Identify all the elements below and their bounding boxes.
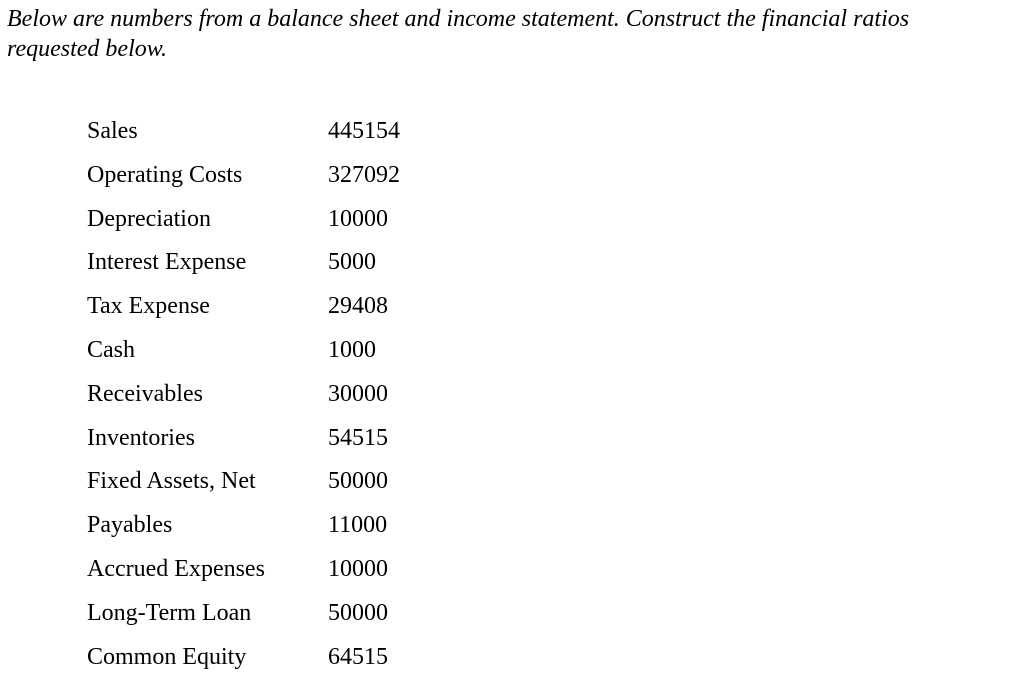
item-label: Receivables (87, 380, 203, 407)
instructions-line-1: Below are numbers from a balance sheet and income statement. Construct the financial ratios (7, 6, 910, 32)
instructions-line-2: requested below. (7, 36, 167, 62)
table-row (87, 329, 448, 373)
item-label: Cash (87, 336, 135, 363)
table-row (87, 110, 448, 154)
item-label: Fixed Assets, Net (87, 468, 256, 495)
table-row (87, 373, 448, 417)
item-label: Sales (87, 118, 138, 144)
table-row (87, 154, 448, 198)
item-label: Depreciation (87, 205, 211, 232)
item-label: Inventories (87, 424, 195, 451)
item-value: 5000 (328, 249, 376, 276)
item-value: 1000 (328, 336, 376, 363)
table-row (87, 504, 448, 548)
item-label: Common Equity (87, 643, 247, 670)
item-value: 11000 (328, 512, 388, 539)
item-value: 54515 (328, 424, 388, 451)
item-label: Interest Expense (87, 249, 247, 276)
table-row (87, 285, 448, 329)
item-value: 30000 (328, 380, 388, 407)
item-value: 64515 (328, 643, 388, 670)
item-label: Accrued Expenses (87, 555, 265, 582)
item-label: Tax Expense (87, 293, 210, 320)
item-label: Long-Term Loan (87, 599, 252, 626)
item-value: 10000 (328, 205, 388, 232)
item-label: Operating Costs (87, 161, 243, 188)
table-row (87, 198, 448, 242)
item-value: 50000 (328, 468, 388, 495)
table-row (87, 636, 448, 680)
table-row (87, 417, 448, 461)
financial-data-table (87, 110, 448, 679)
instructions-text (7, 4, 1019, 64)
item-value: 10000 (328, 555, 388, 582)
item-value: 29408 (328, 293, 388, 320)
table-row (87, 241, 448, 285)
item-label: Payables (87, 512, 173, 539)
table-row (87, 460, 448, 504)
item-value: 445154 (328, 118, 400, 144)
table-row (87, 548, 448, 592)
table-row (87, 592, 448, 636)
financial-data-rows (87, 110, 448, 679)
item-value: 327092 (328, 161, 400, 188)
item-value: 50000 (328, 599, 388, 626)
